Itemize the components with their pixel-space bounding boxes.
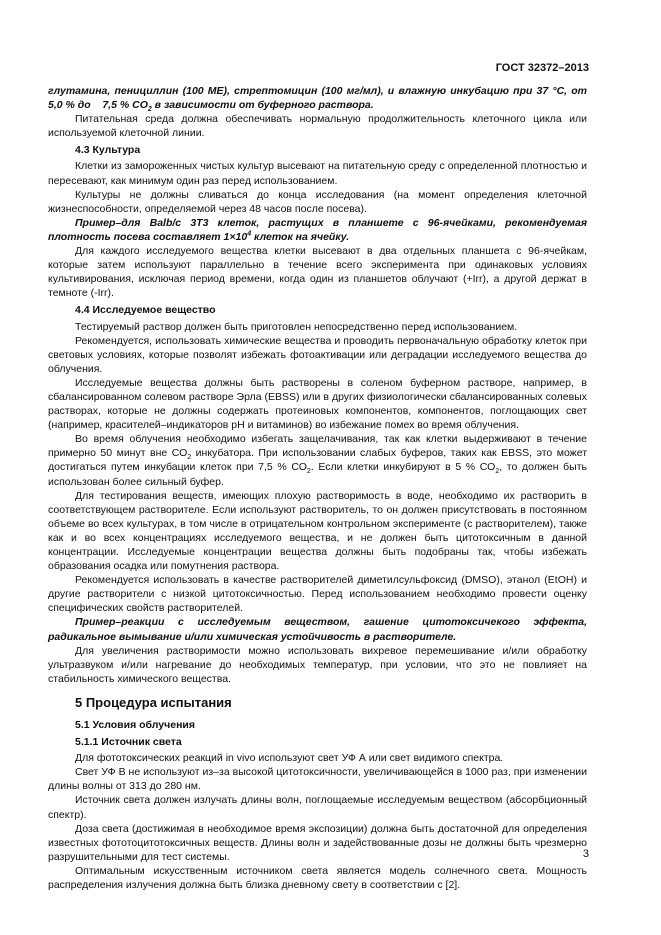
section-heading-h5: 5 Процедура испытания [75, 694, 232, 710]
paragraph-p13: Пример–реакции с исследуемым веществом, гашение цитотоксичекого эффекта, радикальное вымывание и/или химическая устойчивость в растворителе. [48, 616, 587, 643]
paragraph-p15: Для фототоксических реакций in vivo используют свет УФ А или свет видимого спектра. [75, 752, 504, 765]
paragraph-p06: Для каждого исследуемого вещества клетки высевают в два отдельных планшета с 96-ячейкам, которые затем используют параллельно в течение всего эксперимента при одинаковых условиях культивирования, исключая период времени, когда один из планшетов облучают (+Irr), а другой держат в темноте (-Irr). [48, 245, 587, 300]
paragraph-p03: Клетки из замороженных чистых культур высевают на питательную среду с определенной плотностью и пересевают, как минимум один раз перед использованием. [48, 160, 587, 187]
paragraph-p04: Культуры не должны сливаться до конца исследования (на момент определения клеточной жизнеспособности, определяемой через 48 часов после посева). [48, 188, 587, 215]
paragraph-p01: глутамина, пенициллин (100 МЕ), стрептомицин (100 мг/мл), и влажную инкубацию при 37 °С, от 5,0 % до 7,5 % $СО_2$ в зависимости от буферного раствора. [48, 85, 587, 114]
section-heading-h44: 4.4 Исследуемое вещество [75, 304, 216, 317]
paragraph-p11: Для тестирования веществ, имеющих плохую растворимость в воде, необходимо их растворить в соответствующем растворителе. Если используют растворитель, то он должен присутствовать в постоянном объеме во всех культурах, в том числе в отрицательном контрольном эксперименте (с растворителем), также как и во всех концентрациях исследуемого вещества, и не должен быть цитотоксичным в данной концентрации. Исследуемые концентрации вещества должны быть подобраны так, чтобы избежать образования осадка или помутнения раствора. [48, 489, 587, 573]
paragraph-p12: Рекомендуется использовать в качестве растворителей диметилсульфоксид (DMSO), этанол (EtOH) и другие растворители с низкой цитотоксичностью. Перед использованием необходимо провести оценку специфических свойств растворителей. [48, 574, 587, 615]
paragraph-p14: Для увеличения растворимости можно использовать вихревое перемешивание и/или обработку ультразвуком и/или нагревание до необходимых температур, при условии, что это не повлияет на стабильность химического вещества. [48, 644, 587, 685]
paragraph-p19: Оптимальным искусственным источником света является модель солнечного света. Мощность распределения излучения должна быть близка дневному свету в соответствии с [2]. [48, 864, 587, 891]
section-heading-h51: 5.1 Условия облучения [75, 718, 195, 731]
paragraph-p10: Во время облучения необходимо избегать защелачивания, так как клетки выдерживают в течение примерно 50 минут вне $СО_2$ инкубатора. При использовании слабых буферов, таких как EBSS, это может достигаться путем инкубации клеток при 7,5 % $СО_2$. Если клетки инкубируют в 5 % $СО_2$, то должен быть использован более сильный буфер. [48, 433, 587, 488]
document-id-header: ГОСТ 32372–2013 [495, 62, 589, 74]
section-heading-h511: 5.1.1 Источник света [75, 736, 182, 749]
paragraph-p05: Пример–для Balb/c 3T3 клеток, растущих в планшете с 96-ячейками, рекомендуемая плотность посева составляет $1\times 10^4$ клеток на ячейку. [48, 216, 587, 243]
paragraph-p02: Питательная среда должна обеспечивать нормальную продолжительность клеточного цикла или используемой клеточной линии. [48, 113, 587, 140]
paragraph-p08: Рекомендуется, использовать химические вещества и проводить первоначальную обработку клеток при световых условиях, которые позволят избежать фотоактивации или деградации исследуемого вещества до облучения. [48, 334, 587, 375]
section-heading-h43: 4.3 Культура [75, 144, 141, 157]
paragraph-p07: Тестируемый раствор должен быть приготовлен непосредственно перед использованием. [75, 320, 518, 333]
document-body [48, 84, 587, 892]
paragraph-p09: Исследуемые вещества должны быть растворены в соленом буферном растворе, например, в сбалансированном солевом растворе Эрла (EBSS) или в других физиологически сбалансированных солевых растворах, которые не должны содержать протеиновых компонентов, компонентов, поглощающих свет (например, красителей–индикаторов рН и витаминов) во избежание помех во время облучения. [48, 376, 587, 432]
paragraph-p18: Доза света (достижимая в необходимое время экспозиции) должна быть достаточной для определения известных фототоцитотоксичных веществ. Длины волн и задействованные дозы не должны быть чрезмерно разрушительными для тест системы. [48, 822, 587, 863]
paragraph-p17: Источник света должен излучать длины волн, поглощаемые исследуемым веществом (абсорбционный спектр). [48, 794, 587, 821]
paragraph-p16: Свет УФ В не используют из–за высокой цитотоксичности, увеличивающейся в 1000 раз, при изменении длины волны от 313 до 280 нм. [48, 766, 587, 793]
page-number: 3 [582, 848, 589, 860]
